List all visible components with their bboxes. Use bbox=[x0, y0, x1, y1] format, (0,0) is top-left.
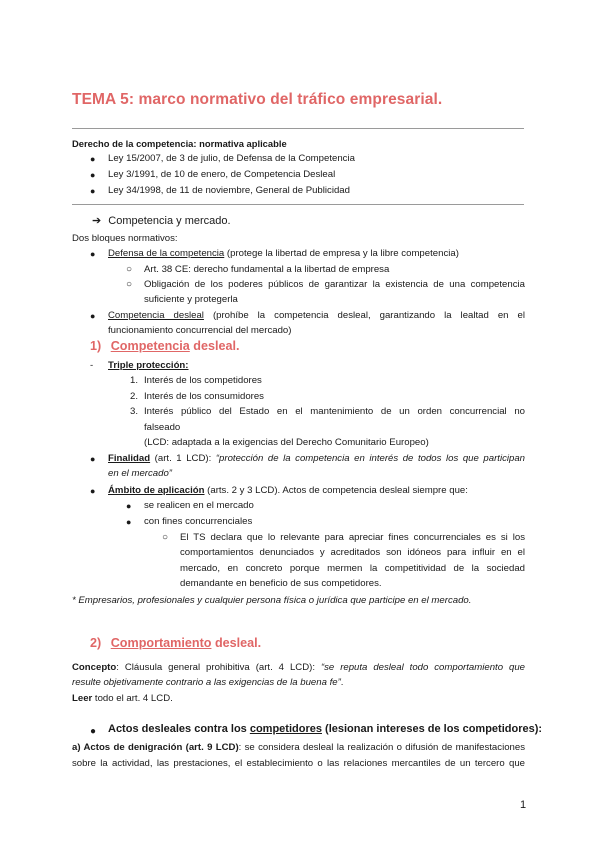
denigracion-label: a) Actos de denigración (art. 9 LCD) bbox=[72, 742, 239, 753]
list-number: 1. bbox=[130, 375, 139, 386]
circle-bullet-icon: ○ bbox=[162, 532, 169, 543]
bullet-icon: ● bbox=[90, 249, 96, 259]
footnote: * Empresarios, profesionales y cualquier persona física o jurídica que participe en el mercado. bbox=[72, 595, 472, 606]
bloque-desleal-cont: funcionamiento concurrencial del mercado) bbox=[108, 325, 292, 336]
box-heading: Derecho de la competencia: normativa aplicable bbox=[72, 138, 287, 149]
triple-proteccion-label: Triple protección: bbox=[108, 360, 189, 371]
circle-bullet-icon: ○ bbox=[126, 279, 133, 290]
heading-rest: desleal. bbox=[211, 636, 262, 650]
leer-text: todo el art. 4 LCD. bbox=[92, 693, 173, 704]
ambito-item: se realicen en el mercado bbox=[144, 500, 254, 511]
bloque-defensa-label: Defensa de la competencia bbox=[108, 248, 225, 259]
concepto-text: : Cláusula general prohibitiva (art. 4 LCD): bbox=[116, 662, 321, 673]
bullet-icon: ● bbox=[90, 454, 96, 464]
heading-comportamiento-desleal bbox=[90, 636, 261, 651]
dash-bullet: - bbox=[90, 360, 94, 371]
sub-item-cont: suficiente y protegerla bbox=[144, 294, 238, 305]
heading-number: 2) bbox=[90, 636, 102, 650]
section-intro: Dos bloques normativos: bbox=[72, 233, 178, 244]
ts-paragraph-line: comportamientos denunciados y acreditados son idóneos para influir en el bbox=[180, 547, 525, 558]
bullet-icon: ● bbox=[126, 501, 132, 511]
list-item: Interés de los consumidores bbox=[144, 391, 264, 402]
ambito-text: (arts. 2 y 3 LCD). Actos de competencia desleal siempre que: bbox=[204, 485, 468, 496]
bullet-icon: ● bbox=[90, 186, 96, 196]
concepto-period: . bbox=[340, 677, 344, 688]
sub-item: Art. 38 CE: derecho fundamental a la libertad de empresa bbox=[144, 264, 390, 275]
list-item-cont: falseado bbox=[144, 422, 181, 433]
law-item: Ley 34/1998, de 11 de noviembre, General de Publicidad bbox=[108, 185, 350, 196]
bloque-desleal-label: Competencia desleal bbox=[108, 310, 204, 321]
finalidad-label: Finalidad bbox=[108, 453, 151, 464]
concepto-quote: “se reputa desleal todo comportamiento que bbox=[320, 662, 525, 673]
heading-rest: desleal. bbox=[189, 339, 240, 353]
ts-paragraph-line: El TS declara que lo relevante para apreciar fines concurrenciales es si los bbox=[180, 532, 525, 543]
bullet-icon: ● bbox=[90, 311, 96, 321]
lcd-note: (LCD: adaptada a la exigencias del Derecho Comunitario Europeo) bbox=[144, 437, 429, 448]
finalidad-quote: “protección de la competencia en interés de todos los que participan bbox=[215, 453, 526, 464]
ambito-label: Ámbito de aplicación bbox=[108, 485, 205, 496]
section-heading: Competencia y mercado. bbox=[108, 215, 231, 227]
bullet-icon: ● bbox=[90, 486, 96, 496]
list-number: 2. bbox=[130, 391, 139, 402]
ts-paragraph-line: mercado, en concreto porque mermen la competitividad de la sociedad bbox=[180, 563, 525, 574]
heading-underlined: Comportamiento bbox=[110, 636, 212, 650]
actos-heading-underlined: competidores bbox=[249, 723, 322, 735]
bullet-icon: ● bbox=[126, 517, 132, 527]
actos-heading: Actos desleales contra los bbox=[108, 723, 250, 735]
bloque-desleal-text: (prohíbe la competencia desleal, garantizando la lealtad en el bbox=[203, 310, 525, 321]
actos-heading-rest: (lesionan intereses de los competidores): bbox=[321, 723, 543, 735]
heading-competencia-desleal bbox=[90, 339, 240, 354]
bullet-icon: ● bbox=[90, 726, 97, 737]
denigracion-text: : se considera desleal la realización o difusión de manifestaciones bbox=[238, 742, 526, 753]
finalidad-ref: (art. 1 LCD): bbox=[150, 453, 216, 464]
leer-label: Leer bbox=[72, 693, 93, 704]
bullet-icon: ● bbox=[90, 154, 96, 164]
list-number: 3. bbox=[130, 406, 139, 417]
sub-item: Obligación de los poderes públicos de garantizar la existencia de una competencia bbox=[144, 279, 525, 290]
concepto-label: Concepto bbox=[72, 662, 117, 673]
heading-number: 1) bbox=[90, 339, 102, 353]
arrow-icon: ➔ bbox=[92, 215, 102, 227]
bloque-defensa-text: (protege la libertad de empresa y la libre competencia) bbox=[224, 248, 459, 259]
page-number: 1 bbox=[520, 799, 527, 811]
list-item: Interés de los competidores bbox=[144, 375, 262, 386]
law-item: Ley 3/1991, de 10 de enero, de Competencia Desleal bbox=[108, 169, 336, 180]
bullet-icon: ● bbox=[90, 170, 96, 180]
list-item: Interés público del Estado en el mantenimiento de un orden concurrencial no bbox=[144, 406, 525, 417]
ts-paragraph-line: demandante en beneficio de sus competidores. bbox=[180, 578, 382, 589]
ambito-item: con fines concurrenciales bbox=[144, 516, 253, 527]
law-item: Ley 15/2007, de 3 de julio, de Defensa de la Competencia bbox=[108, 153, 355, 164]
box-bottom-rule bbox=[72, 204, 524, 205]
page-title: TEMA 5: marco normativo del tráfico empresarial. bbox=[72, 91, 443, 108]
finalidad-quote-cont: en el mercado” bbox=[108, 468, 172, 479]
concepto-quote-cont: resulte objetivamente contrario a las exigencias de la buena fe” bbox=[72, 677, 341, 688]
heading-underlined: Competencia bbox=[110, 339, 190, 353]
box-top-rule bbox=[72, 128, 524, 129]
circle-bullet-icon: ○ bbox=[126, 264, 133, 275]
denigracion-text-cont: sobre la actividad, las prestaciones, el establecimiento o las relaciones mercantiles de un tercero que bbox=[72, 758, 525, 769]
